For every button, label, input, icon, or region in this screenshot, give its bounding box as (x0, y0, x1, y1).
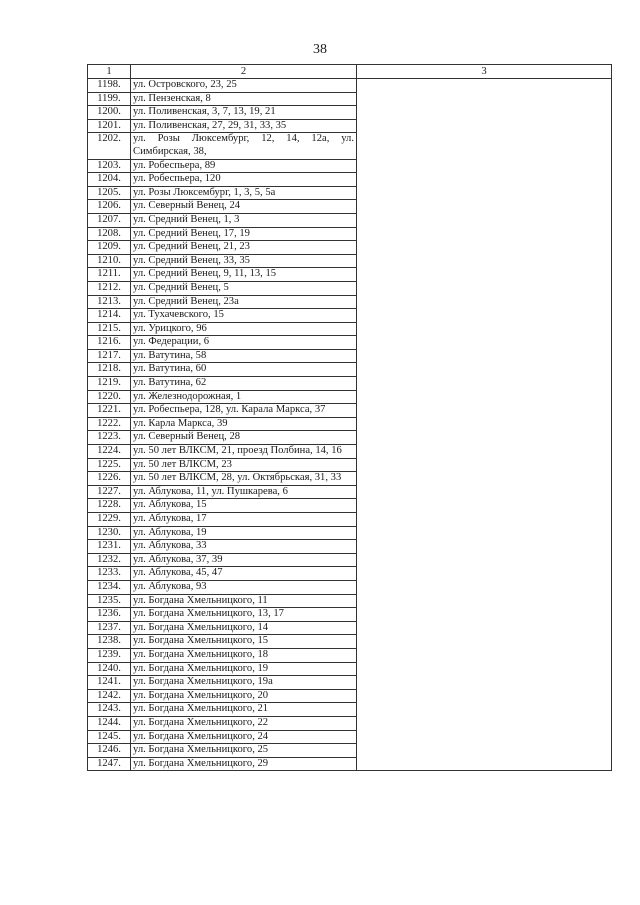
row-address: ул. Богдана Хмельницкого, 19а (131, 676, 357, 690)
row-number: 1240. (88, 662, 131, 676)
row-number: 1220. (88, 390, 131, 404)
row-number: 1210. (88, 254, 131, 268)
row-number: 1204. (88, 173, 131, 187)
column-header-2: 2 (131, 65, 357, 79)
row-address: ул. Робеспьера, 128, ул. Карала Маркса, 37 (131, 404, 357, 418)
row-number: 1246. (88, 744, 131, 758)
row-address: ул. Богдана Хмельницкого, 11 (131, 594, 357, 608)
row-address: ул. Средний Венец, 17, 19 (131, 227, 357, 241)
row-number: 1237. (88, 621, 131, 635)
row-address: ул. Средний Венец, 5 (131, 281, 357, 295)
row-address: ул. Робеспьера, 89 (131, 159, 357, 173)
row-number: 1233. (88, 567, 131, 581)
row-address: ул. Аблукова, 45, 47 (131, 567, 357, 581)
row-number: 1245. (88, 730, 131, 744)
row-number: 1221. (88, 404, 131, 418)
row-address: ул. Северный Венец, 28 (131, 431, 357, 445)
row-number: 1216. (88, 336, 131, 350)
row-number: 1222. (88, 417, 131, 431)
row-address: ул. Аблукова, 15 (131, 499, 357, 513)
row-address: ул. Островского, 23, 25 (131, 79, 357, 93)
row-number: 1201. (88, 119, 131, 133)
row-number: 1199. (88, 92, 131, 106)
row-address: ул. Средний Венец, 1, 3 (131, 213, 357, 227)
row-address: ул. Богдана Хмельницкого, 15 (131, 635, 357, 649)
row-number: 1200. (88, 106, 131, 120)
address-table (87, 64, 612, 771)
row-address: ул. Аблукова, 11, ул. Пушкарева, 6 (131, 485, 357, 499)
row-number: 1215. (88, 322, 131, 336)
row-number: 1208. (88, 227, 131, 241)
row-number: 1228. (88, 499, 131, 513)
row-number: 1247. (88, 757, 131, 771)
row-address: ул. Богдана Хмельницкого, 18 (131, 648, 357, 662)
row-address: ул. Тухачевского, 15 (131, 309, 357, 323)
row-number: 1211. (88, 268, 131, 282)
row-address: ул. Богдана Хмельницкого, 29 (131, 757, 357, 771)
row-address: ул. Аблукова, 33 (131, 540, 357, 554)
row-address: ул. Богдана Хмельницкого, 24 (131, 730, 357, 744)
row-address: ул. Розы Люксембург, 12, 14, 12а, ул. Симбирская, 38, (131, 133, 357, 159)
page-number: 38 (313, 42, 327, 57)
row-address: ул. Федерации, 6 (131, 336, 357, 350)
row-address: ул. 50 лет ВЛКСМ, 28, ул. Октябрьская, 31, 33 (131, 472, 357, 486)
row-address: ул. Средний Венец, 9, 11, 13, 15 (131, 268, 357, 282)
row-number: 1229. (88, 513, 131, 527)
row-number: 1241. (88, 676, 131, 690)
row-address: ул. Средний Венец, 33, 35 (131, 254, 357, 268)
row-number: 1234. (88, 580, 131, 594)
row-number: 1239. (88, 648, 131, 662)
row-number: 1243. (88, 703, 131, 717)
row-address: ул. Богдана Хмельницкого, 22 (131, 716, 357, 730)
row-number: 1238. (88, 635, 131, 649)
table-header-row (88, 65, 612, 79)
empty-column-3 (357, 79, 612, 771)
row-number: 1232. (88, 553, 131, 567)
row-number: 1242. (88, 689, 131, 703)
row-number: 1224. (88, 445, 131, 459)
row-number: 1230. (88, 526, 131, 540)
row-address: ул. Карла Маркса, 39 (131, 417, 357, 431)
row-address: ул. 50 лет ВЛКСМ, 23 (131, 458, 357, 472)
row-number: 1223. (88, 431, 131, 445)
row-number: 1198. (88, 79, 131, 93)
row-number: 1225. (88, 458, 131, 472)
row-number: 1235. (88, 594, 131, 608)
row-address: ул. Богдана Хмельницкого, 14 (131, 621, 357, 635)
row-address: ул. Богдана Хмельницкого, 13, 17 (131, 608, 357, 622)
row-address: ул. 50 лет ВЛКСМ, 21, проезд Полбина, 14, 16 (131, 445, 357, 459)
row-address: ул. Пензенская, 8 (131, 92, 357, 106)
row-address: ул. Аблукова, 93 (131, 580, 357, 594)
column-header-1: 1 (88, 65, 131, 79)
row-number: 1212. (88, 281, 131, 295)
row-number: 1207. (88, 213, 131, 227)
row-address: ул. Урицкого, 96 (131, 322, 357, 336)
row-address: ул. Робеспьера, 120 (131, 173, 357, 187)
row-number: 1203. (88, 159, 131, 173)
row-number: 1202. (88, 133, 131, 159)
row-number: 1205. (88, 186, 131, 200)
table-row (88, 79, 612, 93)
row-address: ул. Богдана Хмельницкого, 21 (131, 703, 357, 717)
row-address: ул. Аблукова, 19 (131, 526, 357, 540)
row-number: 1206. (88, 200, 131, 214)
row-number: 1244. (88, 716, 131, 730)
row-number: 1226. (88, 472, 131, 486)
row-address: ул. Богдана Хмельницкого, 25 (131, 744, 357, 758)
row-address: ул. Средний Венец, 23а (131, 295, 357, 309)
row-address: ул. Ватутина, 62 (131, 377, 357, 391)
row-address: ул. Аблукова, 17 (131, 513, 357, 527)
row-address: ул. Железнодорожная, 1 (131, 390, 357, 404)
row-address: ул. Ватутина, 60 (131, 363, 357, 377)
row-address: ул. Поливенская, 3, 7, 13, 19, 21 (131, 106, 357, 120)
row-number: 1214. (88, 309, 131, 323)
row-address: ул. Поливенская, 27, 29, 31, 33, 35 (131, 119, 357, 133)
row-address: ул. Северный Венец, 24 (131, 200, 357, 214)
row-number: 1236. (88, 608, 131, 622)
row-number: 1227. (88, 485, 131, 499)
row-address: ул. Розы Люксембург, 1, 3, 5, 5а (131, 186, 357, 200)
row-address: ул. Аблукова, 37, 39 (131, 553, 357, 567)
row-address: ул. Богдана Хмельницкого, 20 (131, 689, 357, 703)
row-address: ул. Средний Венец, 21, 23 (131, 241, 357, 255)
row-number: 1217. (88, 349, 131, 363)
row-number: 1209. (88, 241, 131, 255)
row-number: 1213. (88, 295, 131, 309)
row-number: 1218. (88, 363, 131, 377)
row-number: 1219. (88, 377, 131, 391)
row-address: ул. Ватутина, 58 (131, 349, 357, 363)
row-number: 1231. (88, 540, 131, 554)
row-address: ул. Богдана Хмельницкого, 19 (131, 662, 357, 676)
column-header-3: 3 (357, 65, 612, 79)
